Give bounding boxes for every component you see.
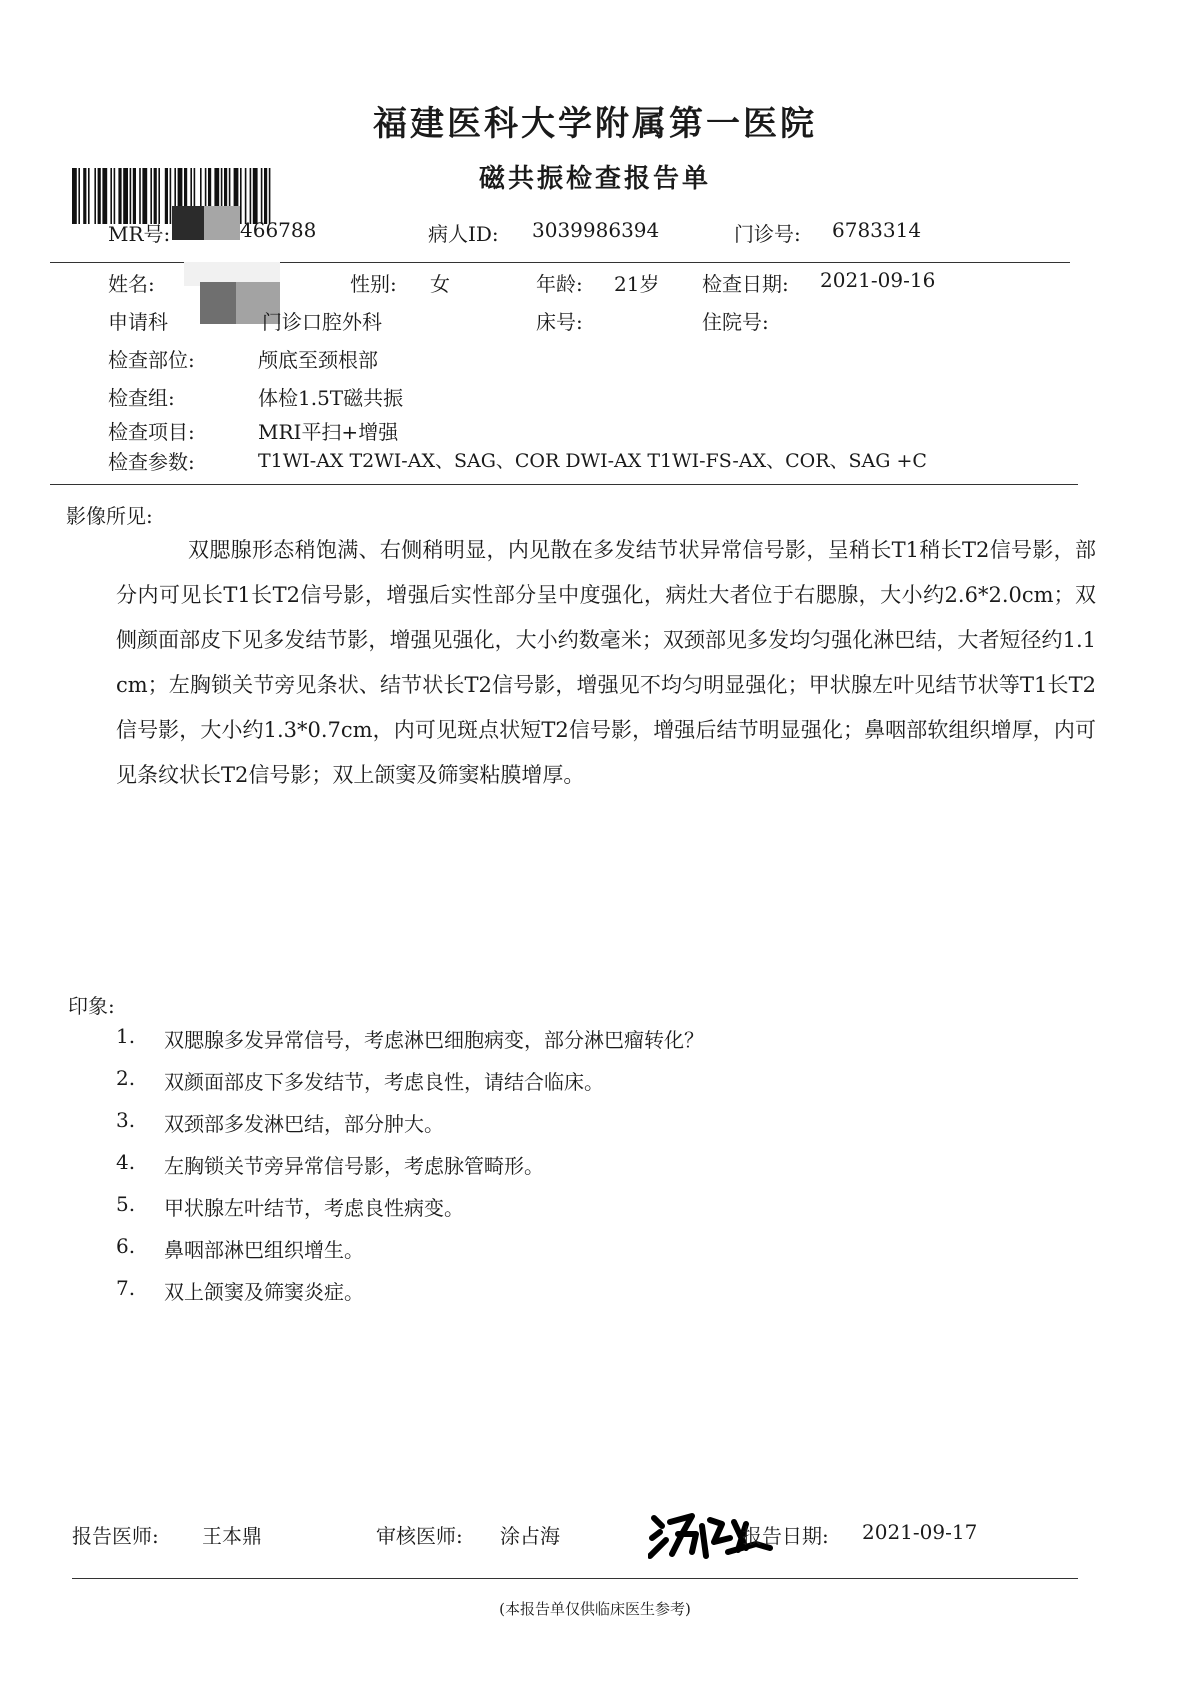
age: 21岁 [614, 272, 660, 296]
patient-id-label: 病人ID: [428, 222, 499, 246]
exam-group: 体检1.5T磁共振 [258, 386, 404, 410]
reporter-name: 王本鼎 [202, 1524, 262, 1548]
impression-label: 印象: [68, 994, 115, 1018]
exam-params-label: 检查参数: [108, 450, 195, 474]
divider [50, 484, 1078, 485]
clinic-no: 6783314 [832, 218, 922, 242]
sex: 女 [430, 272, 450, 296]
impression-number: 2. [116, 1066, 136, 1090]
exam-date-label: 检查日期: [702, 272, 789, 296]
impression-number: 1. [116, 1024, 136, 1048]
impression-number: 4. [116, 1150, 136, 1174]
findings-label: 影像所见: [66, 504, 153, 528]
patient-id: 3039986394 [532, 218, 660, 242]
inpatient-label: 住院号: [702, 310, 769, 334]
exam-date: 2021-09-16 [820, 268, 936, 292]
redaction-block [204, 206, 240, 240]
exam-item-label: 检查项目: [108, 420, 195, 444]
clinic-no-label: 门诊号: [734, 222, 801, 246]
impression-item: 甲状腺左叶结节，考虑良性病变。 [164, 1196, 464, 1220]
mr-label: MR号: [108, 222, 171, 246]
mr-number: 466788 [240, 218, 317, 242]
impression-number: 3. [116, 1108, 136, 1132]
findings-text: 双腮腺形态稍饱满、右侧稍明显，内见散在多发结节状异常信号影，呈稍长T1稍长T2信号影，部分内可见长T1长T2信号影，增强后实性部分呈中度强化，病灶大者位于右腮腺，大小约2.6*2.0cm；双侧颜面部皮下见多发结节影，增强见强化，大小约数毫米；双颈部见多发均匀强化淋巴结，大者短径约1.1cm；左胸锁关节旁见条状、结节状长T2信号影，增强见不均匀明显强化；甲状腺左叶见结节状等T1长T2信号影，大小约1.3*0.7cm，内可见斑点状短T2信号影，增强后结节明显强化；鼻咽部软组织增厚，内可见条纹状长T2信号影；双上颌窦及筛窦粘膜增厚。 [116, 538, 1096, 787]
impression-item: 双颈部多发淋巴结，部分肿大。 [164, 1112, 444, 1136]
impression-item: 双腮腺多发异常信号，考虑淋巴细胞病变，部分淋巴瘤转化？ [164, 1028, 704, 1052]
impression-number: 6. [116, 1234, 136, 1258]
report-date: 2021-09-17 [862, 1520, 978, 1544]
reviewer-label: 审核医师: [376, 1524, 463, 1548]
exam-params: T1WI-AX T2WI-AX、SAG、COR DWI-AX T1WI-FS-AX、COR、SAG +C [258, 450, 927, 472]
impression-item: 左胸锁关节旁异常信号影，考虑脉管畸形。 [164, 1154, 544, 1178]
exam-site: 颅底至颈根部 [258, 348, 378, 372]
report-title: 磁共振检查报告单 [478, 164, 711, 194]
impression-number: 5. [116, 1192, 136, 1216]
department: 门诊口腔外科 [262, 310, 382, 334]
reporter-label: 报告医师: [72, 1524, 159, 1548]
exam-group-label: 检查组: [108, 386, 175, 410]
hospital-name: 福建医科大学附属第一医院 [373, 104, 817, 144]
exam-item: MRI平扫+增强 [258, 420, 399, 444]
name-label: 姓名: [108, 272, 155, 296]
redaction-block [172, 206, 204, 240]
report-date-label: 报告日期: [742, 1524, 829, 1548]
redaction-block [200, 282, 236, 324]
disclaimer-note: (本报告单仅供临床医生参考) [499, 1600, 691, 1618]
sex-label: 性别: [350, 272, 397, 296]
divider [72, 1578, 1078, 1579]
exam-site-label: 检查部位: [108, 348, 195, 372]
impression-item: 鼻咽部淋巴组织增生。 [164, 1238, 364, 1262]
impression-item: 双颜面部皮下多发结节，考虑良性，请结合临床。 [164, 1070, 604, 1094]
bed-label: 床号: [536, 310, 583, 334]
impression-item: 双上颌窦及筛窦炎症。 [164, 1280, 364, 1304]
age-label: 年龄: [536, 272, 583, 296]
impression-number: 7. [116, 1276, 136, 1300]
request-dept-label: 申请科 [108, 310, 168, 334]
reviewer-name: 涂占海 [500, 1524, 560, 1548]
